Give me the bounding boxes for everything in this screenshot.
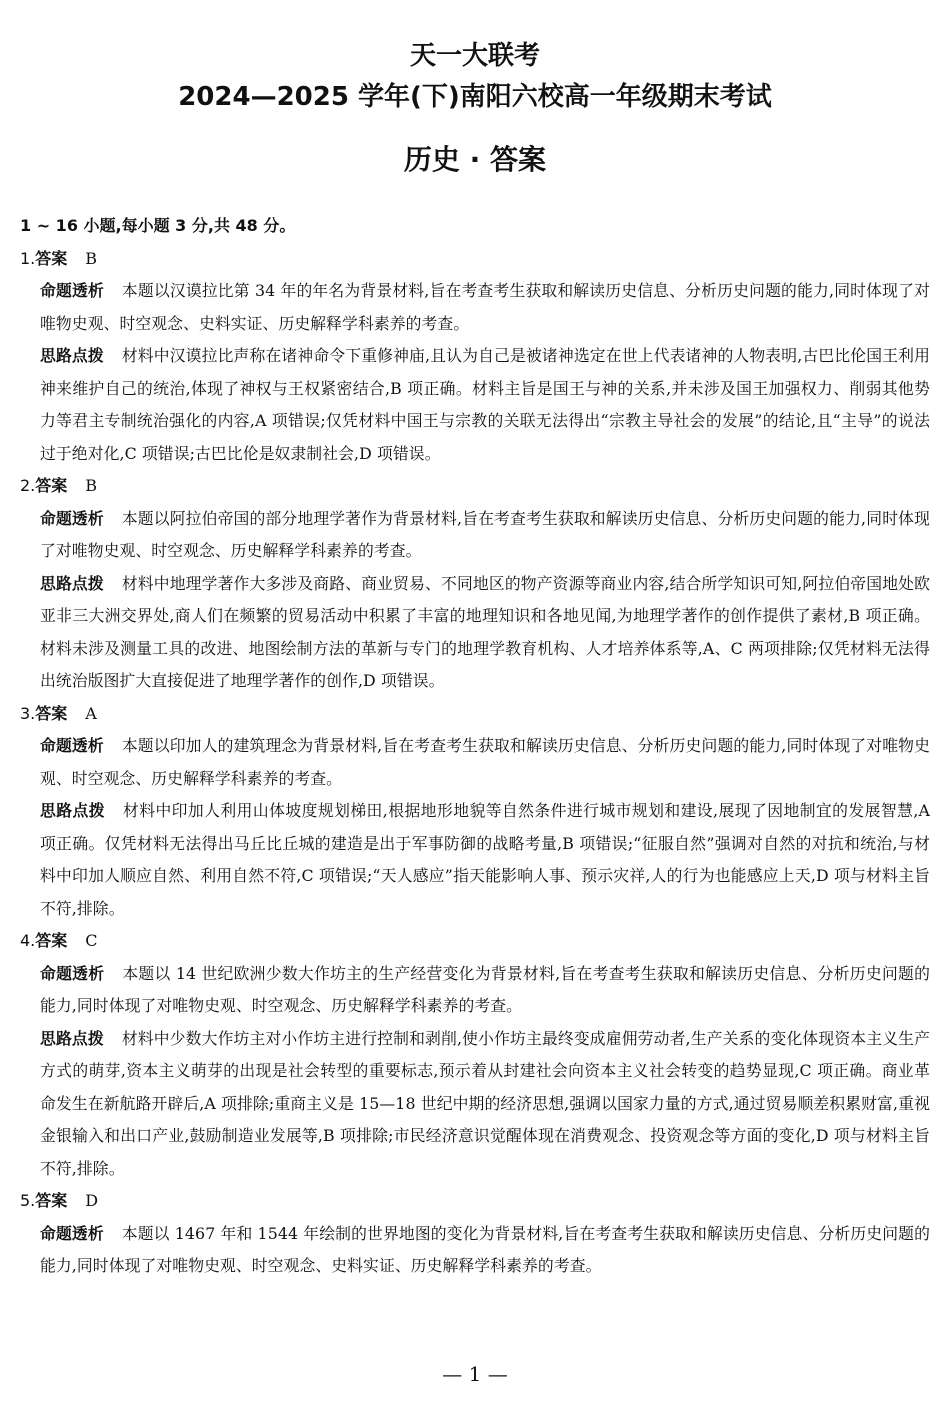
answer-line [20,925,930,958]
analysis-label: 命题透析 [40,508,104,528]
answer-line [20,243,930,276]
hint-label: 思路点拨 [40,573,104,593]
question-number: 2. [20,476,36,495]
analysis-paragraph [20,503,930,568]
answer-line [20,698,930,731]
analysis-paragraph [20,1218,930,1283]
answer-line [20,470,930,503]
hint-label: 思路点拨 [40,346,104,365]
question-number: 1. [20,248,36,268]
question-4 [20,925,930,1185]
analysis-paragraph [20,730,930,795]
section-intro: 1 ~ 16 小题,每小题 3 分,共 48 分。 [20,216,296,235]
answer-line [20,1185,930,1218]
answer-value: B [85,248,98,268]
hint-text: 材料中地理学著作大多涉及商路、商业贸易、不同地区的物产资源等商业内容,结合所学知识可知,阿拉伯帝国地处欧亚非三大洲交界处,商人们在频繁的贸易活动中积累了丰富的地理知识和各地见闻,为地理学著作的创作提供了素材,B 项正确。材料未涉及测量工具的改进、地图绘制方法的革新与专门的地理学教育机构、人才培养体系等,A、C 两项排除;仅凭材料无法得出统治版图扩大直接促进了地理学著作的创作,D 项错误。 [40,573,931,690]
analysis-paragraph [20,275,930,340]
analysis-text: 本题以 14 世纪欧洲少数大作坊主的生产经营变化为背景材料,旨在考查考生获取和解读历史信息、分析历史问题的能力,同时体现了对唯物史观、时空观念、历史解释学科素养的考查。 [40,963,930,1015]
analysis-text: 本题以阿拉伯帝国的部分地理学著作为背景材料,旨在考查考生获取和解读历史信息、分析历史问题的能力,同时体现了对唯物史观、时空观念、历史解释学科素养的考查。 [40,508,931,560]
hint-label: 思路点拨 [40,1028,104,1048]
analysis-label: 命题透析 [40,281,104,300]
analysis-text: 本题以汉谟拉比第 34 年的年名为背景材料,旨在考查考生获取和解读历史信息、分析历史问题的能力,同时体现了对唯物史观、时空观念、史料实证、历史解释学科素养的考查。 [40,281,930,333]
answer-value: A [85,703,97,723]
answer-label: 答案 [35,931,68,950]
page-number: — 1 — [442,1362,508,1386]
hint-paragraph [20,1023,930,1186]
hint-label: 思路点拨 [40,801,105,820]
answer-label: 答案 [35,476,68,495]
hint-text: 材料中少数大作坊主对小作坊主进行控制和剥削,使小作坊主最终变成雇佣劳动者,生产关系的变化体现资本主义生产方式的萌芽,资本主义萌芽的出现是社会转型的重要标志,预示着从封建社会向资本主义社会转变的趋势显现,C 项正确。商业革命发生在新航路开辟后,A 项排除;重商主义是 15—18 世纪中期的经济思想,强调以国家力量的方式,通过贸易顺差积累财富,重视金银输入和出口产业,鼓励制造业发展等,B 项排除;市民经济意识觉醒体现在消费观念、投资观念等方面的变化,D 项与材料主旨不符,排除。 [40,1028,931,1178]
answer-label: 答案 [35,1191,68,1210]
question-2 [20,470,930,698]
question-number: 4. [20,931,36,950]
answer-value: D [85,1191,99,1210]
exam-organizer-title: 天一大联考 [409,41,540,71]
answer-value: C [85,931,98,950]
subject-title: 历史 · 答案 [403,143,547,176]
exam-title: 2024—2025 学年(下)南阳六校高一年级期末考试 [178,82,772,112]
hint-text: 材料中印加人利用山体坡度规划梯田,根据地形地貌等自然条件进行城市规划和建设,展现了因地制宜的发展智慧,A 项正确。仅凭材料无法得出马丘比丘城的建造是出于军事防御的战略考量,B 项错误;“征服自然”强调对自然的对抗和统治,与材料中印加人顺应自然、利用自然不符,C 项错误;“天人感应”指天能影响人事、预示灾祥,人的行为也能感应上天,D 项与材料主旨不符,排除。 [40,801,930,918]
answer-value: B [85,476,98,495]
question-1 [20,243,930,471]
answer-label: 答案 [35,248,68,268]
analysis-label: 命题透析 [40,736,104,755]
analysis-label: 命题透析 [40,1223,104,1243]
question-5 [20,1185,930,1283]
answer-content [20,210,930,1283]
analysis-text: 本题以 1467 年和 1544 年绘制的世界地图的变化为背景材料,旨在考查考生获取和解读历史信息、分析历史问题的能力,同时体现了对唯物史观、时空观念、史料实证、历史解释学科素养的考查。 [40,1223,931,1275]
hint-paragraph [20,795,930,925]
question-number: 5. [20,1191,36,1210]
hint-text: 材料中汉谟拉比声称在诸神命令下重修神庙,且认为自己是被诸神选定在世上代表诸神的人物表明,古巴比伦国王利用神来维护自己的统治,体现了神权与王权紧密结合,B 项正确。材料主旨是国王与神的关系,并未涉及国王加强权力、削弱其他势力等君主专制统治强化的内容,A 项错误;仅凭材料中国王与宗教的关联无法得出“宗教主导社会的发展”的结论,且“主导”的说法过于绝对化,C 项错误;古巴比伦是奴隶制社会,D 项错误。 [40,346,931,463]
question-3 [20,698,930,926]
question-number: 3. [20,703,36,723]
analysis-paragraph [20,958,930,1023]
answer-label: 答案 [35,703,68,723]
hint-paragraph [20,340,930,470]
analysis-label: 命题透析 [40,963,105,983]
analysis-text: 本题以印加人的建筑理念为背景材料,旨在考查考生获取和解读历史信息、分析历史问题的能力,同时体现了对唯物史观、时空观念、历史解释学科素养的考查。 [40,736,931,788]
hint-paragraph [20,568,930,698]
